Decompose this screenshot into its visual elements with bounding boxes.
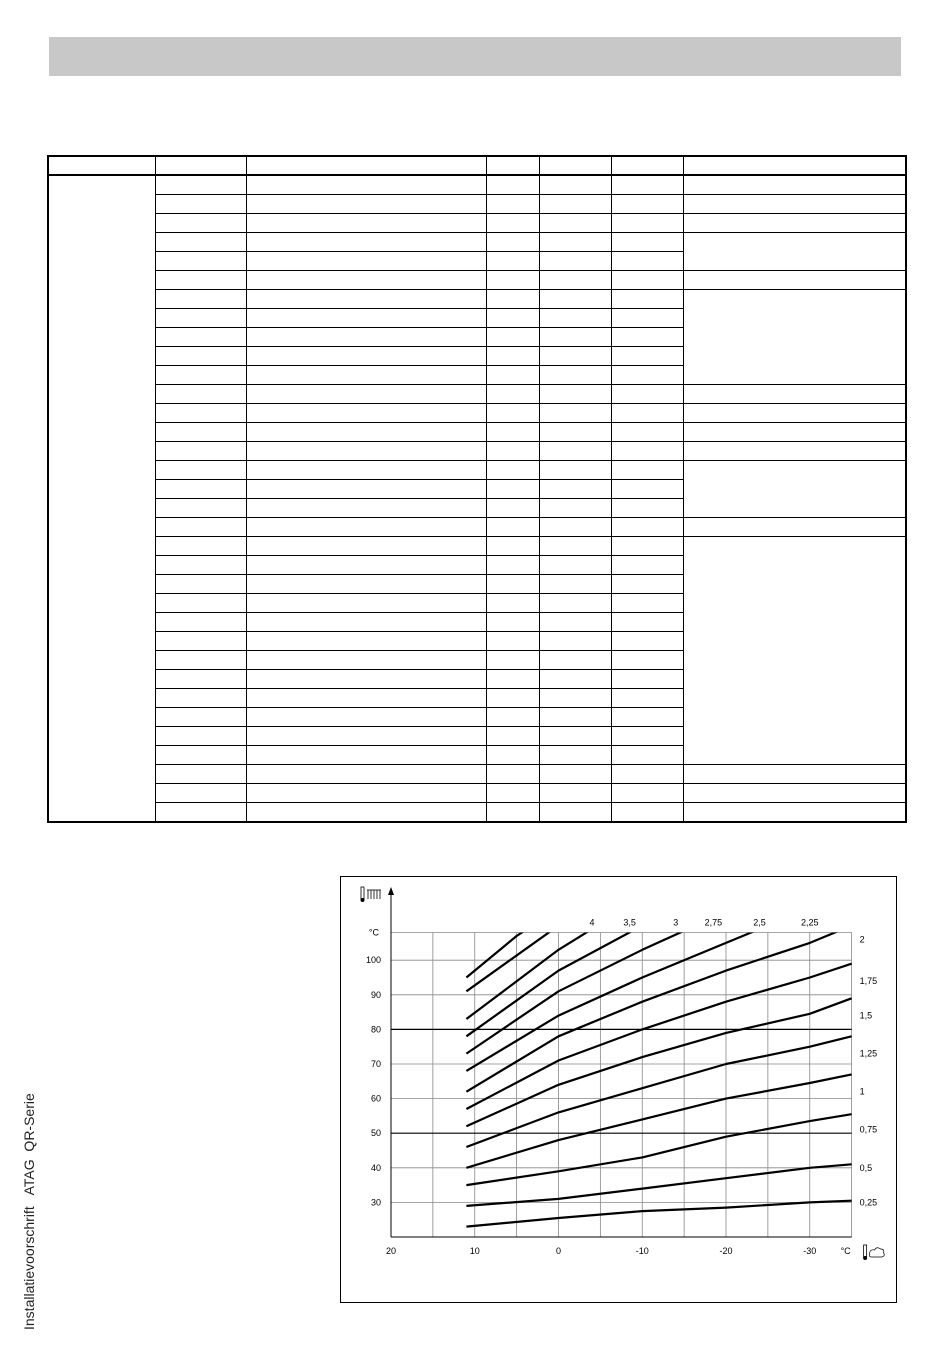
table-cell: [611, 689, 683, 708]
table-cell: [611, 594, 683, 613]
table-cell: [486, 214, 539, 233]
table-cell: [611, 803, 683, 823]
table-header-row: [48, 156, 906, 175]
table-cell: [486, 290, 539, 309]
table-cell: [611, 328, 683, 347]
table-cell: [486, 442, 539, 461]
table-cell: [155, 803, 246, 823]
outdoor-thermometer-icon: [863, 1245, 884, 1260]
table-cell: [155, 385, 246, 404]
table-cell: [155, 290, 246, 309]
table-cell: [539, 575, 611, 594]
curve-label: 1,5: [859, 1010, 873, 1021]
curve-label: 0,5: [859, 1162, 873, 1173]
table-cell: [246, 423, 486, 442]
table-cell: [246, 537, 486, 556]
table-row: [48, 784, 906, 803]
table-cell: [155, 442, 246, 461]
table-cell: [611, 290, 683, 309]
table-cell: [486, 195, 539, 214]
table-cell: [683, 175, 906, 195]
table-cell: [486, 423, 539, 442]
table-cell: [539, 518, 611, 537]
table-row: [48, 271, 906, 290]
table-row: [48, 175, 906, 195]
x-unit-label: °C: [840, 1246, 851, 1256]
y-tick-label: 40: [370, 1162, 381, 1173]
table-cell: [246, 613, 486, 632]
table-cell: [611, 461, 683, 480]
table-cell: [486, 632, 539, 651]
table-cell: [155, 518, 246, 537]
x-tick-label: -20: [719, 1246, 733, 1256]
table-cell: [611, 442, 683, 461]
table-header-cell: [246, 156, 486, 175]
heating-curve-chart: [340, 876, 897, 1303]
x-tick-label: 10: [469, 1246, 480, 1256]
table-header-cell: [48, 156, 155, 175]
table-cell: [539, 499, 611, 518]
table-cell: [683, 423, 906, 442]
table-cell: [155, 175, 246, 195]
table-cell: [486, 347, 539, 366]
heating-curve-3-5: [466, 891, 600, 991]
table-cell: [155, 784, 246, 803]
table-cell: [155, 195, 246, 214]
x-tick-label: -10: [635, 1246, 649, 1256]
table-cell: [486, 727, 539, 746]
heating-curve-0-25: [466, 1201, 851, 1227]
table-cell: [246, 689, 486, 708]
table-cell: [246, 309, 486, 328]
table-cell: [246, 290, 486, 309]
table-cell: [539, 252, 611, 271]
table-cell: [486, 233, 539, 252]
table-row: [48, 518, 906, 537]
table-cell: [611, 480, 683, 499]
table-cell: [246, 252, 486, 271]
curve-label: 2,75: [704, 917, 723, 928]
table-row: [48, 233, 906, 252]
table-cell: [539, 594, 611, 613]
table-cell: [539, 309, 611, 328]
table-cell: [539, 746, 611, 765]
curve-label: 1,25: [859, 1048, 878, 1059]
table-header-cell: [155, 156, 246, 175]
table-cell: [155, 499, 246, 518]
y-tick-label: 50: [370, 1128, 381, 1139]
table-cell: [683, 404, 906, 423]
table-cell: [246, 175, 486, 195]
table-cell: [246, 727, 486, 746]
table-cell: [683, 214, 906, 233]
table-cell: [486, 784, 539, 803]
table-cell: [246, 233, 486, 252]
header-bar: [49, 37, 901, 76]
table-group-cell: [48, 175, 155, 822]
table-cell: [611, 404, 683, 423]
x-tick-label: -30: [803, 1246, 817, 1256]
table-cell: [246, 594, 486, 613]
table-cell: [539, 708, 611, 727]
table-cell: [683, 290, 906, 385]
table-cell: [611, 271, 683, 290]
table-cell: [155, 480, 246, 499]
curve-label: 2,25: [800, 917, 819, 928]
table-cell: [246, 518, 486, 537]
table-cell: [611, 727, 683, 746]
table-cell: [486, 803, 539, 823]
table-cell: [486, 366, 539, 385]
table-cell: [611, 575, 683, 594]
side-document-title: Installatievoorschrift ATAG QR-Serie: [21, 1093, 37, 1330]
table-cell: [246, 271, 486, 290]
table-cell: [683, 442, 906, 461]
table-cell: [539, 556, 611, 575]
table-cell: [155, 746, 246, 765]
table-row: [48, 385, 906, 404]
table-cell: [611, 613, 683, 632]
table-cell: [539, 461, 611, 480]
table-cell: [683, 518, 906, 537]
table-cell: [539, 214, 611, 233]
table-cell: [486, 651, 539, 670]
table-cell: [246, 461, 486, 480]
table-cell: [611, 632, 683, 651]
table-cell: [155, 556, 246, 575]
table-cell: [539, 195, 611, 214]
table-cell: [155, 252, 246, 271]
table-cell: [683, 233, 906, 271]
table-cell: [539, 271, 611, 290]
table-cell: [246, 784, 486, 803]
table-cell: [683, 195, 906, 214]
table-cell: [155, 233, 246, 252]
table-cell: [611, 366, 683, 385]
table-cell: [246, 803, 486, 823]
table-cell: [486, 518, 539, 537]
table-cell: [486, 404, 539, 423]
table-cell: [246, 480, 486, 499]
table-cell: [246, 556, 486, 575]
curve-label: 1: [859, 1086, 865, 1097]
curve-label: 2: [859, 934, 865, 945]
table-cell: [611, 651, 683, 670]
y-unit-label: °C: [368, 927, 379, 938]
table-header-cell: [683, 156, 906, 175]
table-cell: [683, 765, 906, 784]
table-cell: [246, 670, 486, 689]
table-cell: [246, 214, 486, 233]
table-cell: [155, 727, 246, 746]
table-cell: [486, 556, 539, 575]
table-cell: [539, 727, 611, 746]
table-cell: [155, 309, 246, 328]
curve-label: 2,5: [753, 917, 766, 928]
table-cell: [246, 708, 486, 727]
table-cell: [246, 632, 486, 651]
table-cell: [486, 613, 539, 632]
table-cell: [246, 385, 486, 404]
table-cell: [246, 746, 486, 765]
table-cell: [486, 537, 539, 556]
table-cell: [611, 347, 683, 366]
table-row: [48, 214, 906, 233]
table-cell: [155, 328, 246, 347]
table-cell: [246, 195, 486, 214]
table-cell: [539, 784, 611, 803]
table-cell: [155, 670, 246, 689]
heating-curve-1-5: [466, 998, 851, 1126]
y-tick-label: 100: [365, 955, 381, 966]
table-cell: [683, 461, 906, 518]
table-cell: [611, 499, 683, 518]
table-cell: [611, 708, 683, 727]
table-cell: [539, 651, 611, 670]
table-cell: [539, 347, 611, 366]
table-cell: [611, 233, 683, 252]
table-row: [48, 537, 906, 556]
table-cell: [539, 613, 611, 632]
table-cell: [683, 385, 906, 404]
heating-curve-0-5: [466, 1164, 851, 1206]
table-cell: [246, 651, 486, 670]
table-cell: [539, 290, 611, 309]
table-cell: [611, 556, 683, 575]
table-cell: [611, 765, 683, 784]
table-cell: [155, 423, 246, 442]
table-cell: [683, 537, 906, 765]
table-cell: [539, 670, 611, 689]
table-cell: [683, 803, 906, 823]
table-cell: [611, 214, 683, 233]
table-cell: [539, 765, 611, 784]
curve-label: 3: [673, 917, 679, 928]
table-cell: [486, 575, 539, 594]
table-cell: [155, 613, 246, 632]
table-cell: [539, 480, 611, 499]
table-cell: [486, 328, 539, 347]
table-cell: [486, 689, 539, 708]
table-cell: [539, 423, 611, 442]
table-cell: [155, 651, 246, 670]
table-cell: [539, 689, 611, 708]
table-row: [48, 803, 906, 823]
x-tick-label: 0: [555, 1246, 562, 1256]
table-header-cell: [611, 156, 683, 175]
table-cell: [155, 347, 246, 366]
table-cell: [539, 366, 611, 385]
table-header-cell: [486, 156, 539, 175]
curve-label: 0,75: [859, 1124, 878, 1135]
heating-curve-svg: [341, 877, 898, 1304]
table-cell: [486, 765, 539, 784]
table-row: [48, 404, 906, 423]
table-cell: [155, 461, 246, 480]
parameter-table: [47, 155, 907, 823]
table-cell: [486, 252, 539, 271]
table-cell: [155, 632, 246, 651]
table-cell: [611, 670, 683, 689]
table-cell: [486, 461, 539, 480]
table-cell: [611, 252, 683, 271]
table-cell: [155, 214, 246, 233]
table-cell: [486, 746, 539, 765]
x-tick-label: 20: [385, 1246, 397, 1256]
table-row: [48, 442, 906, 461]
table-cell: [611, 309, 683, 328]
y-tick-label: 70: [370, 1059, 381, 1069]
table-cell: [486, 309, 539, 328]
table-cell: [246, 404, 486, 423]
table-cell: [539, 175, 611, 195]
table-cell: [486, 594, 539, 613]
table-cell: [486, 480, 539, 499]
curve-label: 1,75: [859, 975, 878, 986]
table-cell: [486, 175, 539, 195]
table-cell: [246, 499, 486, 518]
table-cell: [539, 803, 611, 823]
table-cell: [539, 632, 611, 651]
table-row: [48, 765, 906, 784]
table-cell: [486, 385, 539, 404]
table-cell: [246, 575, 486, 594]
y-tick-label: 90: [370, 989, 381, 1000]
table-cell: [246, 765, 486, 784]
curve-label: 0,25: [859, 1197, 878, 1208]
table-cell: [539, 442, 611, 461]
heating-curve-4: [466, 891, 583, 978]
table-row: [48, 461, 906, 480]
heating-curve-2-75: [466, 891, 709, 1036]
table-row: [48, 195, 906, 214]
table-cell: [155, 689, 246, 708]
table-cell: [683, 784, 906, 803]
table-cell: [155, 404, 246, 423]
table-cell: [611, 385, 683, 404]
table-cell: [539, 385, 611, 404]
table-cell: [155, 537, 246, 556]
table-cell: [611, 746, 683, 765]
table-cell: [683, 271, 906, 290]
table-cell: [155, 708, 246, 727]
table-cell: [539, 328, 611, 347]
table-cell: [611, 423, 683, 442]
table-cell: [611, 195, 683, 214]
table-cell: [246, 366, 486, 385]
table-cell: [611, 537, 683, 556]
radiator-thermometer-icon: [361, 887, 382, 902]
y-tick-label: 80: [370, 1024, 381, 1035]
table-cell: [611, 175, 683, 195]
table-row: [48, 423, 906, 442]
curve-label: 3,5: [623, 917, 636, 928]
table-header-cell: [539, 156, 611, 175]
table-cell: [486, 708, 539, 727]
table-cell: [539, 404, 611, 423]
table-cell: [155, 271, 246, 290]
table-cell: [486, 271, 539, 290]
table-row: [48, 290, 906, 309]
curve-label: 4: [589, 917, 595, 928]
table-cell: [611, 518, 683, 537]
table-cell: [155, 765, 246, 784]
table-cell: [486, 670, 539, 689]
table-cell: [486, 499, 539, 518]
table-cell: [539, 537, 611, 556]
table-cell: [539, 233, 611, 252]
table-cell: [155, 366, 246, 385]
y-tick-label: 60: [370, 1093, 381, 1104]
table-cell: [246, 347, 486, 366]
table-cell: [246, 442, 486, 461]
y-tick-label: 30: [370, 1197, 381, 1208]
table-cell: [155, 594, 246, 613]
table-cell: [155, 575, 246, 594]
y-axis-arrow: [388, 887, 394, 895]
table-cell: [611, 784, 683, 803]
table-cell: [246, 328, 486, 347]
